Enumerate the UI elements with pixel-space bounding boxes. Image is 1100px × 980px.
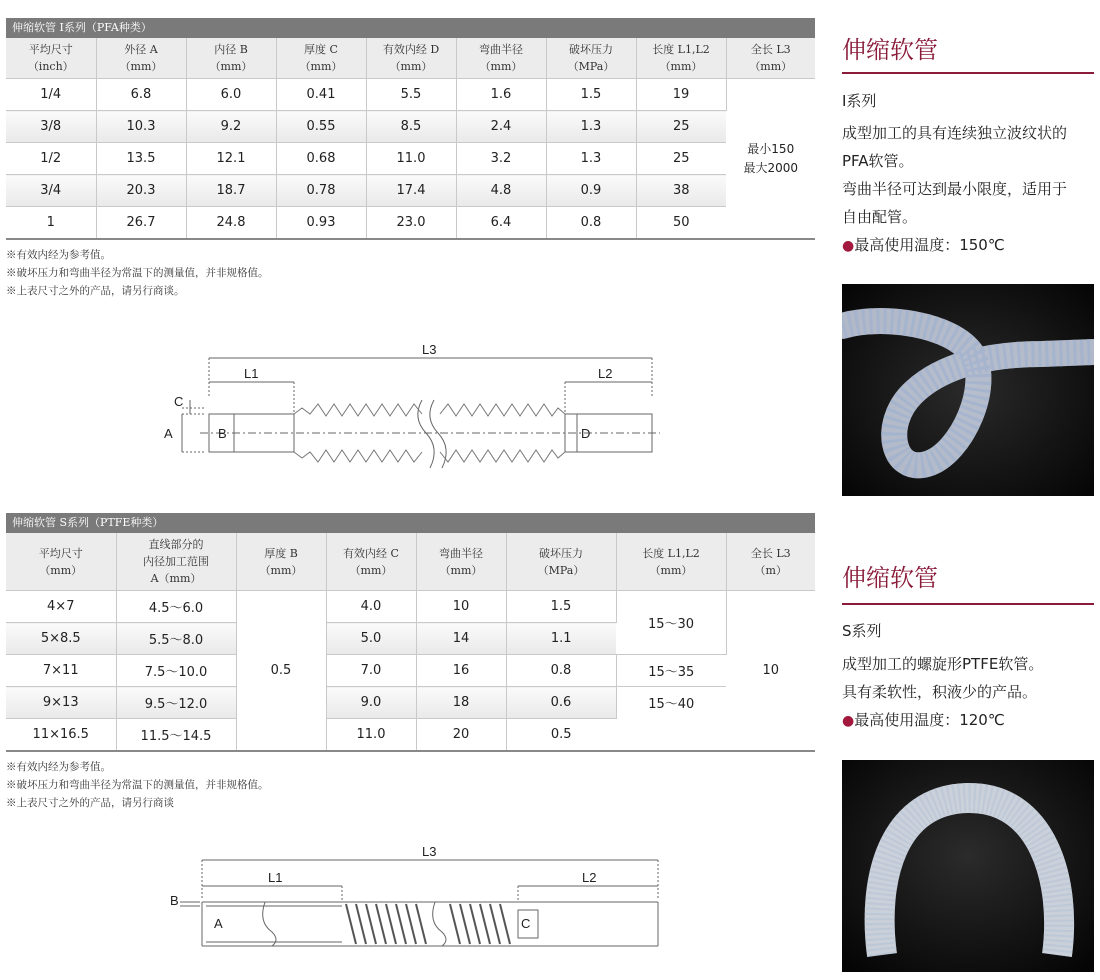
table-cell: 4.5～6.0 (116, 591, 236, 623)
i-series-title: 伸缩软管 I系列（PFA种类） (6, 18, 815, 38)
length-group-cell: 15～40 (616, 687, 726, 752)
length-group-cell: 15～30 (616, 591, 726, 655)
table-cell: 1.5 (506, 591, 616, 623)
table-cell: 10.3 (96, 111, 186, 143)
s-series-diagram (160, 842, 680, 962)
table-cell: 0.68 (276, 143, 366, 175)
table-cell: 11.0 (366, 143, 456, 175)
note-line: ※上表尺寸之外的产品，请另行商谈 (6, 797, 174, 809)
i-series-notes (6, 246, 269, 300)
table-cell: 3.2 (456, 143, 546, 175)
table-cell: 25 (636, 143, 726, 175)
i-series-heading: 伸缩软管 (842, 36, 938, 64)
table-cell: 9.5～12.0 (116, 687, 236, 719)
header-cell: 弯曲半径 （mm） (416, 533, 506, 591)
table-cell: 6.4 (456, 207, 546, 240)
table-cell: 9.0 (326, 687, 416, 719)
dim-label-d: D (581, 426, 591, 441)
table-cell: 5.5 (366, 79, 456, 111)
table-row (6, 207, 815, 240)
table-cell: 0.78 (276, 175, 366, 207)
s-series-title: 伸缩软管 S系列（PTFE种类） (6, 513, 815, 533)
header-cell: 外径 A （mm） (96, 38, 186, 79)
note-line: ※有效内经为参考值。 (6, 249, 111, 261)
table-cell: 0.6 (506, 687, 616, 719)
s-series-heading: 伸缩软管 (842, 564, 938, 592)
table-cell: 12.1 (186, 143, 276, 175)
header-cell: 平均尺寸 （mm） (6, 533, 116, 591)
header-cell: 厚度 B （mm） (236, 533, 326, 591)
total-length-cell: 最小150 最大2000 (726, 79, 815, 240)
table-cell: 6.8 (96, 79, 186, 111)
table-cell: 26.7 (96, 207, 186, 240)
bullet-icon: ● (842, 713, 855, 729)
dim-label-l1: L1 (268, 870, 283, 885)
table-row (6, 111, 815, 143)
note-line: ※破坏压力和弯曲半径为常温下的测量值，并非规格值。 (6, 779, 269, 791)
s-series-description (842, 650, 1098, 735)
i-series-diagram (160, 338, 680, 478)
heading-rule (842, 72, 1094, 74)
heading-rule (842, 603, 1094, 605)
table-cell: 14 (416, 623, 506, 655)
length-group-cell: 15～35 (616, 655, 726, 687)
table-cell: 1 (6, 207, 96, 240)
thickness-cell: 0.5 (236, 591, 326, 752)
table-cell: 0.8 (546, 207, 636, 240)
table-cell: 9×13 (6, 687, 116, 719)
table-row (6, 655, 815, 687)
table-cell: 24.8 (186, 207, 276, 240)
dim-label-l2: L2 (598, 366, 613, 381)
table-cell: 11.0 (326, 719, 416, 752)
header-cell: 有效内经 C （mm） (326, 533, 416, 591)
header-cell: 长度 L1,L2 （mm） (616, 533, 726, 591)
header-cell: 弯曲半径 （mm） (456, 38, 546, 79)
table-cell: 16 (416, 655, 506, 687)
header-cell: 厚度 C （mm） (276, 38, 366, 79)
s-series-photo (842, 760, 1094, 972)
s-series-section (6, 513, 815, 752)
i-series-photo (842, 284, 1094, 496)
table-cell: 6.0 (186, 79, 276, 111)
header-cell: 破坏压力 （MPa） (546, 38, 636, 79)
header-cell: 破坏压力 （MPa） (506, 533, 616, 591)
table-cell: 10 (416, 591, 506, 623)
table-cell: 3/8 (6, 111, 96, 143)
dim-label-l1: L1 (244, 366, 259, 381)
desc-line: 具有柔软性，积液少的产品。 (842, 683, 1038, 701)
table-cell: 18 (416, 687, 506, 719)
dim-label-b: B (218, 426, 227, 441)
dim-label-a: A (164, 426, 173, 441)
table-row (6, 175, 815, 207)
dim-label-b: B (170, 893, 179, 908)
table-row (6, 591, 815, 623)
table-cell: 7.5～10.0 (116, 655, 236, 687)
table-cell: 0.55 (276, 111, 366, 143)
header-cell: 全长 L3 （mm） (726, 38, 815, 79)
table-cell: 11×16.5 (6, 719, 116, 752)
table-cell: 5×8.5 (6, 623, 116, 655)
table-row (6, 687, 815, 719)
s-series-header-row (6, 533, 815, 591)
temp-line: ●最高使用温度：150℃ (842, 236, 1005, 254)
table-cell: 2.4 (456, 111, 546, 143)
table-cell: 7×11 (6, 655, 116, 687)
table-row (6, 143, 815, 175)
desc-line: 自由配管。 (842, 208, 918, 226)
table-cell: 1.3 (546, 111, 636, 143)
table-cell: 20 (416, 719, 506, 752)
table-cell: 11.5～14.5 (116, 719, 236, 752)
table-cell: 1.1 (506, 623, 616, 655)
table-cell: 0.5 (506, 719, 616, 752)
s-series-notes (6, 758, 269, 812)
table-cell: 7.0 (326, 655, 416, 687)
header-cell: 平均尺寸 （inch） (6, 38, 96, 79)
desc-line: 弯曲半径可达到最小限度，适用于 (842, 180, 1068, 198)
temp-line: ●最高使用温度：120℃ (842, 711, 1005, 729)
dim-label-c: C (521, 916, 531, 931)
table-cell: 0.9 (546, 175, 636, 207)
bullet-icon: ● (842, 238, 855, 254)
table-cell: 1.6 (456, 79, 546, 111)
table-cell: 20.3 (96, 175, 186, 207)
table-cell: 1.5 (546, 79, 636, 111)
table-cell: 23.0 (366, 207, 456, 240)
table-cell: 18.7 (186, 175, 276, 207)
s-series-subtitle: S系列 (842, 622, 882, 640)
dim-label-a: A (214, 916, 223, 931)
table-cell: 8.5 (366, 111, 456, 143)
s-series-table (6, 533, 815, 752)
note-line: ※破坏压力和弯曲半径为常温下的测量值，并非规格值。 (6, 267, 269, 279)
note-line: ※上表尺寸之外的产品，请另行商谈。 (6, 285, 185, 297)
table-cell: 5.0 (326, 623, 416, 655)
table-cell: 3/4 (6, 175, 96, 207)
total-length-cell: 10 (726, 591, 815, 752)
i-series-header-row (6, 38, 815, 79)
desc-line: PFA软管。 (842, 152, 914, 170)
table-cell: 0.41 (276, 79, 366, 111)
header-cell: 全长 L3 （m） (726, 533, 815, 591)
table-cell: 4.8 (456, 175, 546, 207)
header-cell: 长度 L1,L2 （mm） (636, 38, 726, 79)
table-cell: 25 (636, 111, 726, 143)
table-cell: 4.0 (326, 591, 416, 623)
dim-label-c: C (174, 394, 184, 409)
i-series-table (6, 38, 815, 240)
header-cell: 有效内经 D （mm） (366, 38, 456, 79)
table-cell: 1.3 (546, 143, 636, 175)
dim-label-l2: L2 (582, 870, 597, 885)
table-cell: 13.5 (96, 143, 186, 175)
table-cell: 19 (636, 79, 726, 111)
desc-line: 成型加工的螺旋形PTFE软管。 (842, 655, 1044, 673)
i-series-section (6, 18, 815, 240)
i-series-description (842, 119, 1098, 260)
table-cell: 9.2 (186, 111, 276, 143)
table-row (6, 79, 815, 111)
table-cell: 0.93 (276, 207, 366, 240)
table-cell: 1/2 (6, 143, 96, 175)
table-cell: 1/4 (6, 79, 96, 111)
table-cell: 50 (636, 207, 726, 240)
header-cell: 内径 B （mm） (186, 38, 276, 79)
table-cell: 5.5～8.0 (116, 623, 236, 655)
table-cell: 38 (636, 175, 726, 207)
dim-label-l3: L3 (422, 342, 437, 357)
table-cell: 17.4 (366, 175, 456, 207)
table-cell: 4×7 (6, 591, 116, 623)
desc-line: 成型加工的具有连续独立波纹状的 (842, 124, 1068, 142)
note-line: ※有效内经为参考值。 (6, 761, 111, 773)
header-cell: 直线部分的 内径加工范围 A（mm） (116, 533, 236, 591)
dim-label-l3: L3 (422, 844, 437, 859)
i-series-subtitle: I系列 (842, 92, 877, 110)
table-cell: 0.8 (506, 655, 616, 687)
